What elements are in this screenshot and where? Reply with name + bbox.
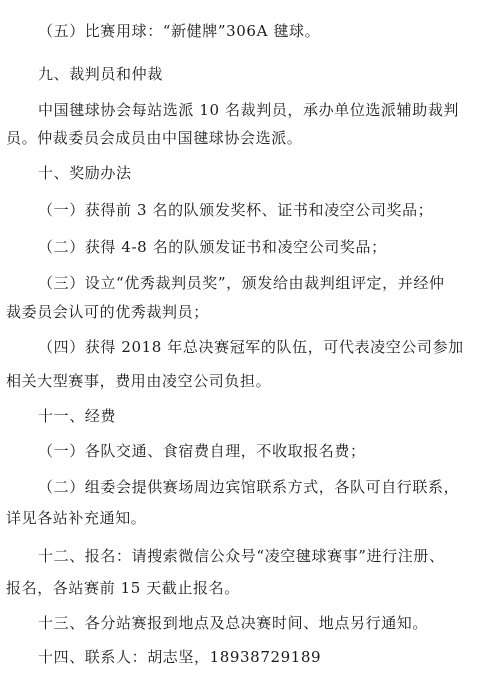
expense-item-2-line-1: （二）组委会提供赛场周边宾馆联系方式，各队可自行联系， [38,478,460,496]
award-item-3-line-2: 裁委员会认可的优秀裁判员； [6,303,209,321]
award-item-4-line-2: 相关大型赛事，费用由凌空公司负担。 [6,372,272,390]
ball-specification: （五）比赛用球：“新健牌”306A 毽球。 [38,22,321,40]
expense-item-2-line-2: 详见各站补充通知。 [6,509,147,527]
section-heading-awards: 十、奖励办法 [38,164,132,182]
section-heading-expenses: 十一、经费 [38,407,117,425]
award-item-2: （二）获得 4-8 名的队颁发证书和凌空公司奖品； [38,238,387,256]
section-heading-referees: 九、裁判员和仲裁 [38,65,163,83]
expense-item-1: （一）各队交通、食宿费自理，不收取报名费； [38,442,366,460]
award-item-4-line-1: （四）获得 2018 年总决赛冠军的队伍，可代表凌空公司参加 [38,338,464,356]
registration-line-2: 报名，各站赛前 15 天截止报名。 [6,579,240,597]
award-item-1: （一）获得前 3 名的队颁发奖杯、证书和凌空公司奖品； [38,201,434,219]
section-contact: 十四、联系人：胡志坚，18938729189 [38,648,322,666]
referees-paragraph-line-1: 中国毽球协会每站选派 10 名裁判员，承办单位选派辅助裁判 [38,101,460,119]
referees-paragraph-line-2: 员。仲裁委员会成员由中国毽球协会选派。 [6,129,303,147]
award-item-3-line-1: （三）设立“优秀裁判员奖”，颁发给由裁判组评定，并经仲 [38,274,445,292]
registration-line-1: 十二、报名：请搜索微信公众号“凌空毽球赛事”进行注册、 [38,547,445,565]
section-schedule-notice: 十三、各分站赛报到地点及总决赛时间、地点另行通知。 [38,614,429,632]
